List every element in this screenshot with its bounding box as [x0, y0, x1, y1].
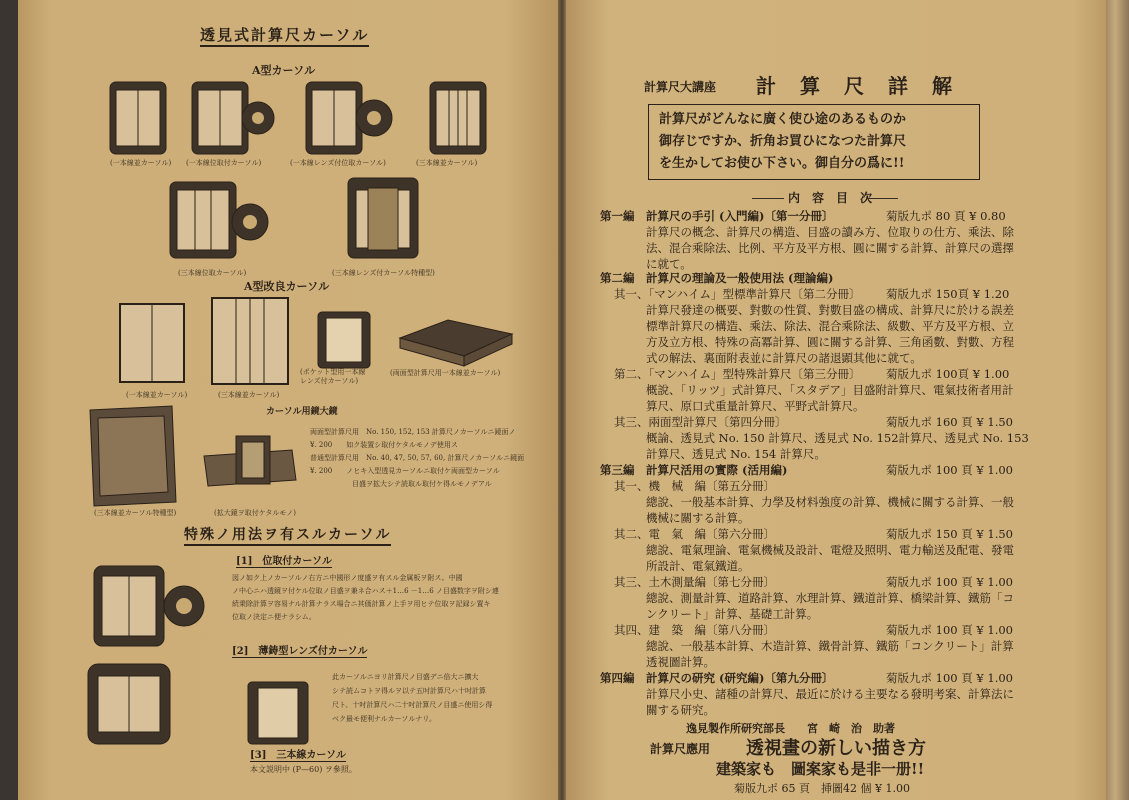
section-special-heading: 特殊ノ用法ヲ有スルカーソル [184, 524, 391, 546]
section-a-heading: A型カーソル [252, 64, 316, 77]
special-cursor-illustration-3 [248, 682, 308, 744]
toc-rule-right [866, 198, 898, 199]
intro-box [648, 104, 980, 180]
magnifier-line-3: 普通型計算尺用 No. 40, 47, 50, 57, 60, 計算尺ノカーソルニ鏡面 [310, 454, 525, 462]
cursor-illustration-2 [192, 82, 274, 154]
magnifier-description [310, 426, 524, 491]
cursor-caption-7: (一本線並カーソル) [126, 391, 188, 399]
toc-entry-1: 第一編 計算尺の手引 (入門編)〔第一分冊〕 [600, 209, 834, 223]
toc-price-9: 菊版九ポ 100 頁 ¥ 1.00 [886, 575, 1013, 589]
cursor-illustration-1 [110, 82, 166, 154]
toc-desc-1-3: に就て。 [646, 257, 692, 271]
toc-desc-4-2: 算尺、原口式重量計算尺、平野式計算尺。 [646, 399, 865, 413]
subsection-2-heading: [2] 薄鋳型レンズ付カーソル [232, 642, 367, 658]
toc-desc-3-3: 方及立方根、特殊の高冪計算、圓に關する計算、三角函數、對數、方程 [646, 335, 1014, 349]
cursor-caption-8: (三本線並カーソル) [218, 391, 280, 399]
cursor-caption-9: (ポケット型用一本線 レンズ付カーソル) [300, 368, 366, 385]
special-cursor-illustration-1 [92, 564, 212, 650]
intro-line-3: を生かしてお使ひ下さい。御自分の爲に!! [659, 156, 905, 171]
special-cursor-illustrations-2 [86, 662, 346, 748]
special-cursor-illustration-2 [88, 664, 170, 744]
magnifier-illustration-1 [90, 406, 176, 506]
toc-heading: 内 容 目 次 [788, 191, 873, 205]
ad-price: 菊版九ポ 65 頁 挿圖42 個 ¥ 1.00 [734, 782, 910, 795]
magnifier-line-5: 目盛ヲ拡大シテ読取ル取付ケ得ルモノデアル [310, 480, 492, 488]
toc-desc-11-2: 關する研究。 [646, 703, 715, 717]
toc-price-10: 菊版九ポ 100 頁 ¥ 1.00 [886, 623, 1013, 637]
cursor-caption-6: (三本線レンズ付カーソル特種型) [332, 269, 435, 277]
toc-desc-7-2: 機械に關する計算。 [646, 511, 750, 525]
author-line: 逸見製作所研究部長 宮 崎 治 助著 [686, 722, 895, 735]
cursor-caption-3: (一本線レンズ付位取カーソル) [290, 159, 386, 167]
toc-price-11: 菊版九ポ 100 頁 ¥ 1.00 [886, 671, 1013, 685]
magnifier-line-2: ¥. 200 如ク装置シ取付ケタルモノデ使用ス [310, 441, 458, 449]
toc-desc-5-2: 計算尺、透見式 No. 154 計算尺。 [646, 447, 826, 461]
toc-price-6: 菊版九ポ 100 頁 ¥ 1.00 [886, 463, 1013, 477]
subsection-2-text [332, 670, 492, 726]
subsection-3-heading: [3] 三本線カーソル [250, 746, 346, 762]
toc-desc-3-4: 式の解法、裏面附表並に計算尺の諸退顕其他に就て。 [646, 351, 922, 365]
toc-price-3: 菊版九ポ 150頁 ¥ 1.20 [886, 287, 1010, 301]
book-gutter [558, 0, 566, 800]
ad-prefix: 計算尺應用 [650, 742, 711, 756]
subsection-1-line-2: ノ中心ニハ透鏡ヲ付ケル位取ノ目盛ヲ兼ネ合ハス＋1…6 －1…6 ノ目盛数字ヲ附シ連 [232, 587, 499, 595]
toc-desc-11-1: 計算尺小史、諸種の計算尺、最近に於ける主要なる發明考案、計算法に [646, 687, 1014, 701]
magnifier-caption-2: (拡大鏡ヲ取付ケタルモノ) [214, 509, 297, 517]
subsection-1-line-3: 続乗除計算ヲ容易ナル計算ナラス場合ニ其価計算ノ上手ヲ用ヒテ位取ヲ記録シ置キ [232, 600, 491, 608]
cursor-illustration-5 [170, 182, 268, 258]
cursor-a-row-1 [108, 80, 548, 170]
section-a2-heading: A型改良カーソル [244, 280, 330, 293]
cursor-caption-10: (両面型計算尺用一本線並カーソル) [390, 369, 501, 377]
toc-entry-3: 其一、「マンハイム」型標準計算尺〔第二分冊〕 [614, 287, 861, 301]
toc-entry-4: 第二、「マンハイム」型特殊計算尺〔第三分冊〕 [614, 367, 861, 381]
magnifier-illustration-2 [204, 436, 296, 486]
cursor-illustration-6 [348, 178, 418, 258]
cursor-caption-2: (一本線位取付カーソル) [186, 159, 262, 167]
book-edge [1106, 0, 1129, 800]
magnifier-line-4: ¥. 200 ノヒキ入型透見カーソルニ取付ケ両面型カーソル [310, 467, 500, 475]
left-page-title: 透見式計算尺カーソル [200, 24, 369, 47]
toc-entry-7: 其一、機 械 編〔第五分冊〕 [614, 479, 775, 493]
cursor-a-row-2 [168, 180, 428, 270]
toc-desc-9-1: 總說、測量計算、道路計算、水理計算、鐵道計算、橋梁計算、鐵筋「コ [646, 591, 1014, 605]
left-page [18, 0, 558, 800]
cursor-caption-5: (三本線位取カーソル) [178, 269, 247, 277]
cursor-illustration-8 [212, 298, 288, 384]
toc-desc-3-1: 計算尺發達の概要、對數の性質、對數目盛の構成、計算尺に於ける誤差 [646, 303, 1014, 317]
cursor-illustration-7 [120, 304, 184, 382]
intro-line-1: 計算尺がどんなに廣く使ひ途のあるものか [659, 112, 907, 127]
toc-desc-10-1: 總說、一般基本計算、木造計算、鐵骨計算、鐵筋「コンクリート」計算 [646, 639, 1014, 653]
toc-entry-8: 其二、電 氣 編〔第六分冊〕 [614, 527, 775, 541]
subsection-2-line-3: 尺ト、十吋計算尺ハ二十吋計算尺ノ目盛ニ使用シ得 [332, 701, 493, 709]
ad-book-title: 透視畫の新しい描き方 [746, 738, 926, 759]
magnifier-illustrations [86, 406, 306, 516]
toc-entry-2: 第二編 計算尺の理論及一般使用法 (理論編) [600, 271, 834, 285]
toc-price-5: 菊版九ポ 160 頁 ¥ 1.50 [886, 415, 1013, 429]
toc-price-1: 菊版九ポ 80 頁 ¥ 0.80 [886, 209, 1006, 223]
subsection-2-line-2: シテ読ムコトヲ得ルヲ以テ五吋計算尺ハ十吋計算 [332, 687, 486, 695]
toc-desc-4-1: 概說、「リッツ」式計算尺、「スタデア」目盛附計算尺、電氣技術者用計 [646, 383, 1014, 397]
toc-desc-8-1: 總說、電氣理論、電氣機械及設計、電燈及照明、電力輸送及配電、發電 [646, 543, 1014, 557]
toc-desc-5-1: 概論、透見式 No. 150 計算尺、透見式 No. 152計算尺、透見式 No. 153 [646, 431, 1029, 445]
cursor-illustration-9 [318, 312, 370, 368]
magnifier-line-1: 両面型計算尺用 No. 150, 152, 153 計算尺ノカーソルニ鏡面ノ [310, 428, 516, 436]
book-title: 計 算 尺 詳 解 [756, 74, 954, 98]
subsection-2-line-4: ベク最モ便利ナルカーソルナリ。 [332, 715, 437, 723]
subsection-1-line-1: 図ノ如ク上ノカーソルノ右方ニ中國形ノ度盛ヲ有スル金属板ヲ附ス。中國 [232, 574, 463, 582]
toc-rule-left [752, 198, 784, 199]
toc-desc-3-2: 標準計算尺の構造、乘法、除法、混合乘除法、級數、平方及平方根、立 [646, 319, 1014, 333]
subsection-1-text [232, 572, 499, 624]
toc-desc-7-1: 總說、一般基本計算、力學及材料強度の計算、機械に關する計算、一般 [646, 495, 1014, 509]
subsection-1-line-4: 位取ノ決定ニ便ナラシム。 [232, 613, 316, 621]
subsection-3-text: 本文説明中 (P—60) ヲ參照。 [250, 765, 357, 774]
subsection-2-line-1: 此カーソルニヨリ計算尺ノ目盛デニ倍大ニ擴大 [332, 673, 479, 681]
right-page [566, 0, 1106, 800]
toc-entry-9: 其三、土木測量編〔第七分冊〕 [614, 575, 775, 589]
toc-desc-10-2: 透視圖計算。 [646, 655, 715, 669]
toc-entry-6: 第三編 計算尺活用の實際 (活用編) [600, 463, 788, 477]
magnifier-caption-1: (三本線並カーソル特種型) [94, 509, 177, 517]
cursor-illustration-3 [306, 82, 392, 154]
subsection-1-heading: [1] 位取付カーソル [236, 552, 332, 568]
toc-entry-10: 其四、建 築 編〔第八分冊〕 [614, 623, 775, 637]
series-title: 計算尺大講座 [644, 80, 717, 94]
cursor-caption-4: (三本線並カーソル) [416, 159, 478, 167]
ad-slogan: 建築家も 圖案家も是非一册!! [716, 760, 925, 778]
intro-line-2: 御存じですか、折角お買ひになつた計算尺 [659, 134, 907, 149]
toc-desc-9-2: ンクリート」計算、基礎工計算。 [646, 607, 819, 621]
section-magnifier-heading: カーソル用鏡大鏡 [266, 407, 338, 417]
toc-entry-5: 其三、兩面型計算尺〔第四分冊〕 [614, 415, 787, 429]
cursor-illustration-10 [400, 320, 512, 366]
toc-price-4: 菊版九ポ 100頁 ¥ 1.00 [886, 367, 1010, 381]
toc-price-8: 菊版九ポ 150 頁 ¥ 1.50 [886, 527, 1013, 541]
toc-desc-8-2: 所設計、電氣鐵道。 [646, 559, 750, 573]
cursor-illustration-4 [430, 82, 486, 154]
toc-entry-11: 第四編 計算尺の研究 (研究編)〔第九分冊〕 [600, 671, 834, 685]
toc-desc-1-2: 法、混合乘除法、比例、平方及平方根、圓に關する計算、計算尺の選擇 [646, 241, 1014, 255]
cursor-caption-1: (一本線並カーソル) [110, 159, 172, 167]
toc-desc-1-1: 計算尺の概念、計算尺の構造、目盛の讀み方、位取りの仕方、乘法、除 [646, 225, 1014, 239]
